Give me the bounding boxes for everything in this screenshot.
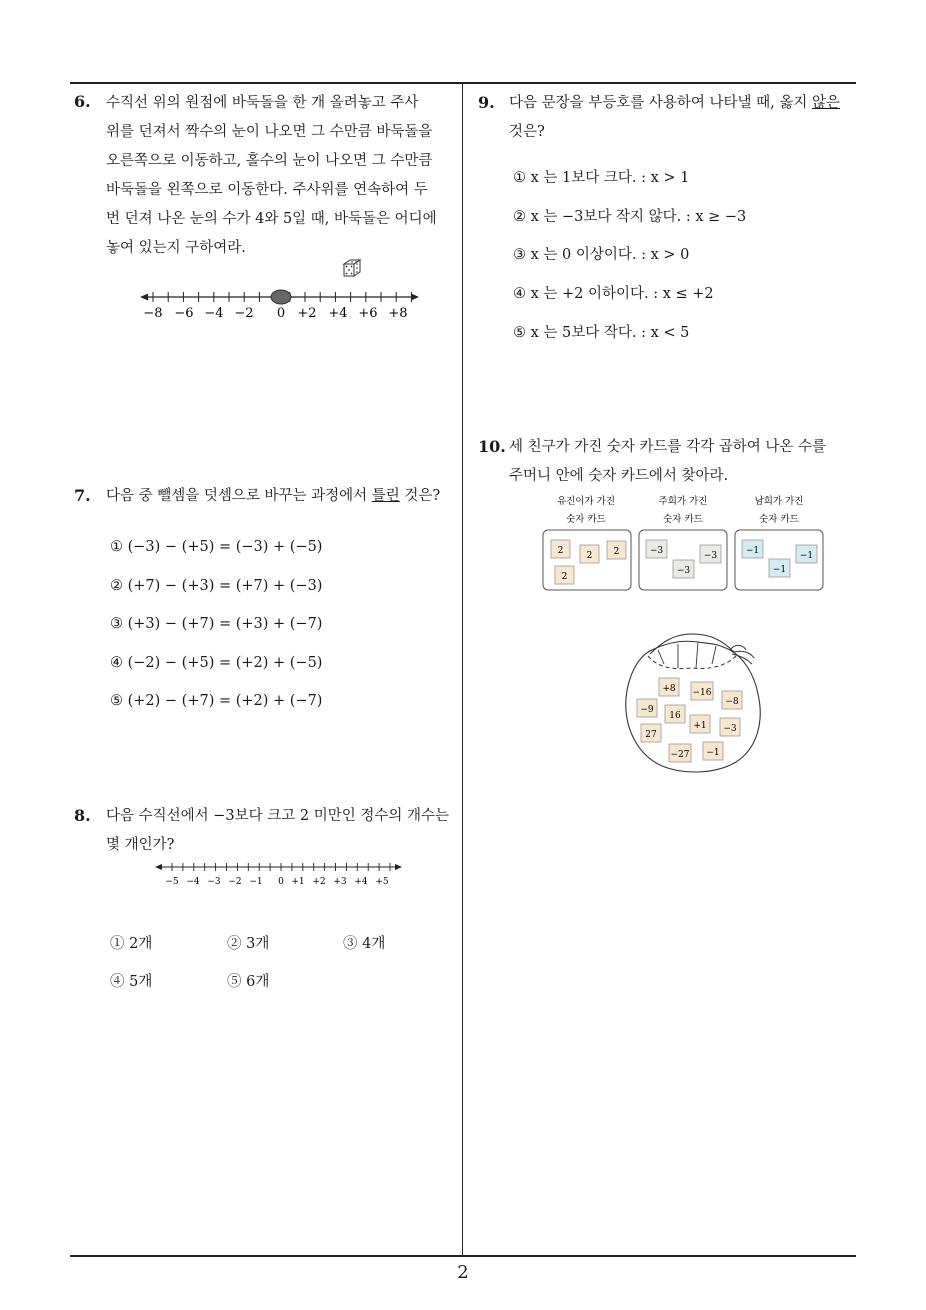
q8-line: 몇 개인가? xyxy=(106,837,175,853)
q9-text xyxy=(509,89,840,147)
axis-label: −4 xyxy=(204,306,224,321)
svg-text:−8: −8 xyxy=(725,697,739,707)
q6-line: 번 던져 나온 눈의 수가 4와 5일 때, 바둑돌은 어디에 xyxy=(106,211,437,227)
go-stone xyxy=(271,290,291,304)
svg-text:16: 16 xyxy=(669,711,681,721)
number-card xyxy=(691,682,713,700)
number-card xyxy=(742,540,763,558)
axis-label: −1 xyxy=(249,877,263,887)
q8-option-4[interactable]: ④ 5개 xyxy=(110,974,153,990)
svg-text:+1: +1 xyxy=(693,721,707,731)
axis-label: 0 xyxy=(276,306,286,321)
q8-option-2[interactable]: ② 3개 xyxy=(227,936,270,952)
svg-text:−3: −3 xyxy=(676,566,691,576)
q9-option-1[interactable]: ① x 는 1보다 크다. : x > 1 xyxy=(513,170,690,186)
q8-number-line xyxy=(155,858,405,890)
q9-line1-underlined: 않은 xyxy=(812,95,841,111)
group-title: 남희가 가진 xyxy=(754,496,804,507)
svg-text:−1: −1 xyxy=(706,748,720,758)
q7-option-2[interactable]: ② (+7) − (+3) = (+7) + (−3) xyxy=(110,578,323,594)
q6-number: 6. xyxy=(74,92,91,111)
q8-option-5[interactable]: ⑤ 6개 xyxy=(227,974,270,990)
q7-text xyxy=(106,482,440,511)
q10-number: 10. xyxy=(478,437,506,456)
number-card xyxy=(690,715,710,733)
q9-line xyxy=(509,89,840,118)
svg-text:2: 2 xyxy=(613,547,620,557)
group-title: 숫자 카드 xyxy=(663,514,703,525)
q10-text xyxy=(509,433,826,491)
svg-text:−3: −3 xyxy=(723,724,737,734)
pouch-figure xyxy=(618,628,768,776)
q6-text xyxy=(106,89,456,263)
q9-option-2[interactable]: ② x 는 −3보다 작지 않다. : x ≥ −3 xyxy=(513,209,747,225)
axis-label: −2 xyxy=(228,877,242,887)
svg-text:−27: −27 xyxy=(670,750,690,760)
q7-option-3[interactable]: ③ (+3) − (+7) = (+3) + (−7) xyxy=(110,616,323,632)
axis-label: −4 xyxy=(186,877,200,887)
axis-label: −2 xyxy=(234,306,254,321)
axis-label: +5 xyxy=(375,877,389,887)
number-card xyxy=(720,718,740,736)
q10-line: 주머니 안에 숫자 카드에서 찾아라. xyxy=(509,468,729,484)
number-card xyxy=(646,540,667,558)
q8-option-1[interactable]: ① 2개 xyxy=(110,936,153,952)
axis-label: −6 xyxy=(174,306,194,321)
q7-text-after: 것은? xyxy=(399,488,441,504)
number-card xyxy=(796,545,817,563)
number-card xyxy=(641,724,661,742)
svg-text:−3: −3 xyxy=(649,546,664,556)
column-divider xyxy=(462,82,463,1256)
card-groups-figure xyxy=(540,490,830,594)
number-card xyxy=(769,559,790,577)
q8-line: 다음 수직선에서 −3보다 크고 2 미만인 정수의 개수는 xyxy=(106,808,450,824)
axis-label: +4 xyxy=(328,306,348,321)
axis-label: −8 xyxy=(143,306,163,321)
number-card xyxy=(703,742,723,760)
number-card xyxy=(659,678,679,696)
q9-line: 것은? xyxy=(509,124,545,140)
number-card xyxy=(673,560,694,578)
svg-text:2: 2 xyxy=(557,546,564,556)
bottom-rule xyxy=(70,1255,856,1257)
number-card xyxy=(580,545,599,563)
q6-line: 바둑돌을 왼쪽으로 이동한다. 주사위를 연속하여 두 xyxy=(106,182,428,198)
group-title: 유진이가 가진 xyxy=(556,496,616,507)
q7-text-before: 다음 중 뺄셈을 덧셈으로 바꾸는 과정에서 xyxy=(106,488,372,504)
q8-text xyxy=(106,802,449,860)
number-card xyxy=(665,705,685,723)
axis-label: +2 xyxy=(312,877,326,887)
q9-line1-before: 다음 문장을 부등호를 사용하여 나타낼 때, 옳지 xyxy=(509,95,813,111)
q8-option-3[interactable]: ③ 4개 xyxy=(343,936,386,952)
svg-text:+8: +8 xyxy=(662,684,676,694)
q6-number-line xyxy=(140,285,425,325)
number-card xyxy=(700,545,721,563)
q7-option-5[interactable]: ⑤ (+2) − (+7) = (+2) + (−7) xyxy=(110,693,323,709)
svg-text:2: 2 xyxy=(586,551,593,561)
axis-label: +4 xyxy=(354,877,368,887)
q9-number: 9. xyxy=(478,93,495,112)
axis-label: −3 xyxy=(207,877,221,887)
number-card xyxy=(669,744,691,762)
q10-line: 세 친구가 가진 숫자 카드를 각각 곱하여 나온 수를 xyxy=(509,439,827,455)
group-title: 숫자 카드 xyxy=(759,514,799,525)
axis-label: +3 xyxy=(333,877,347,887)
axis-label: +1 xyxy=(291,877,305,887)
page-number: 2 xyxy=(457,1262,469,1283)
group-title: 주희가 가진 xyxy=(658,496,708,507)
q6-line: 오른쪽으로 이동하고, 홀수의 눈이 나오면 그 수만큼 xyxy=(106,153,433,169)
axis-label: +8 xyxy=(388,306,408,321)
q6-line: 위를 던져서 짝수의 눈이 나오면 그 수만큼 바둑돌을 xyxy=(106,124,433,140)
axis-label: −5 xyxy=(165,877,179,887)
q7-text-underlined: 틀린 xyxy=(371,488,400,504)
svg-text:−16: −16 xyxy=(692,688,712,698)
q9-option-3[interactable]: ③ x 는 0 이상이다. : x > 0 xyxy=(513,247,690,263)
svg-text:−1: −1 xyxy=(745,546,760,556)
q7-number: 7. xyxy=(74,486,91,505)
svg-text:−3: −3 xyxy=(703,551,718,561)
svg-text:−1: −1 xyxy=(772,565,787,575)
q8-number: 8. xyxy=(74,806,91,825)
svg-text:−1: −1 xyxy=(799,551,814,561)
svg-text:2: 2 xyxy=(561,572,568,582)
q7-option-1[interactable]: ① (−3) − (+5) = (−3) + (−5) xyxy=(110,539,323,555)
axis-label: +2 xyxy=(297,306,317,321)
svg-text:27: 27 xyxy=(645,730,657,740)
q6-line: 놓여 있는지 구하여라. xyxy=(106,240,246,256)
number-card xyxy=(551,540,570,558)
q6-line: 수직선 위의 원점에 바둑돌을 한 개 올려놓고 주사 xyxy=(106,95,419,111)
axis-label: +6 xyxy=(358,306,378,321)
number-card xyxy=(555,566,574,584)
dice-icon xyxy=(342,258,364,278)
q9-option-5[interactable]: ⑤ x 는 5보다 작다. : x < 5 xyxy=(513,325,690,341)
q7-option-4[interactable]: ④ (−2) − (+5) = (+2) + (−5) xyxy=(110,655,323,671)
q9-option-4[interactable]: ④ x 는 +2 이하이다. : x ≤ +2 xyxy=(513,286,714,302)
number-card xyxy=(607,541,626,559)
group-title: 숫자 카드 xyxy=(566,514,606,525)
axis-label: 0 xyxy=(278,877,284,887)
number-card xyxy=(637,699,657,717)
number-card xyxy=(722,691,742,709)
svg-text:−9: −9 xyxy=(640,705,654,715)
